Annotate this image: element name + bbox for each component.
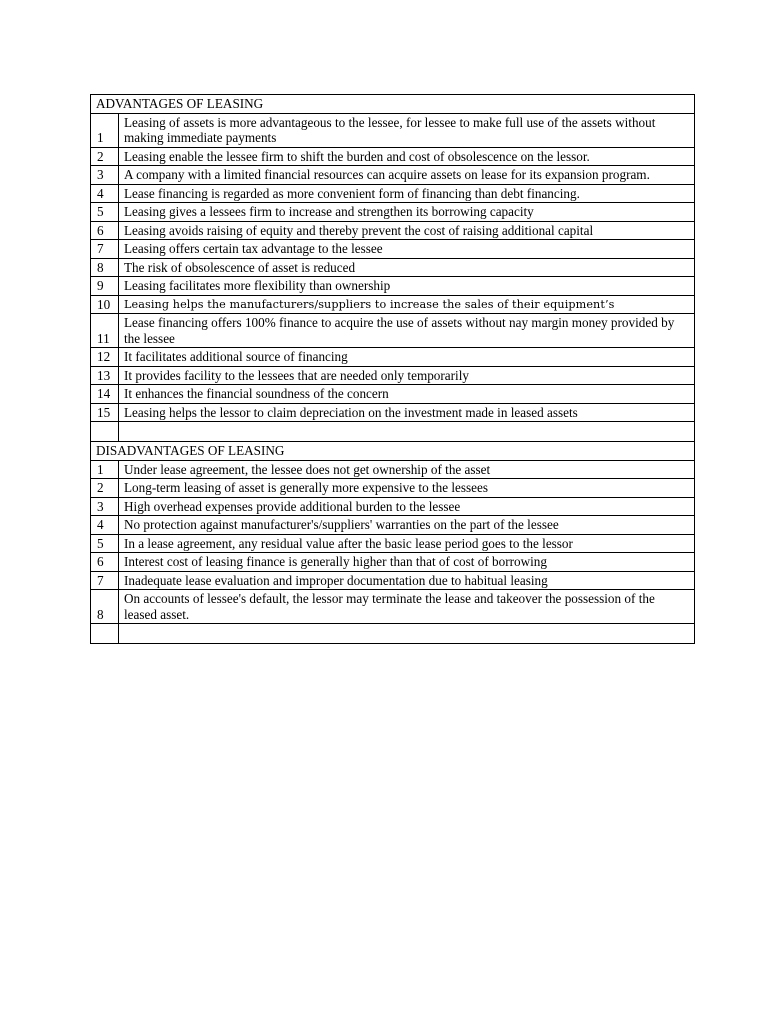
section-header-row <box>91 442 695 461</box>
row-number: 1 <box>91 460 119 479</box>
disadvantages-title: DISADVANTAGES OF LEASING <box>91 442 695 461</box>
blank-cell <box>91 624 119 644</box>
row-number: 7 <box>91 571 119 590</box>
table-row <box>91 184 695 203</box>
row-text: Lease financing offers 100% finance to acquire the use of assets without nay margin money provided by the lessee <box>119 314 695 348</box>
table-row <box>91 113 695 147</box>
row-text: A company with a limited financial resources can acquire assets on lease for its expansion program. <box>119 166 695 185</box>
row-text: The risk of obsolescence of asset is reduced <box>119 258 695 277</box>
row-text: Leasing gives a lessees firm to increase and strengthen its borrowing capacity <box>119 203 695 222</box>
row-number: 6 <box>91 553 119 572</box>
table-row <box>91 403 695 422</box>
table-row <box>91 348 695 367</box>
table-row <box>91 240 695 259</box>
table-row <box>91 534 695 553</box>
row-number: 6 <box>91 221 119 240</box>
row-text: Leasing of assets is more advantageous to the lessee, for lessee to make full use of the assets without making immediate payments <box>119 113 695 147</box>
row-text: It facilitates additional source of financing <box>119 348 695 367</box>
row-number: 2 <box>91 479 119 498</box>
row-number: 12 <box>91 348 119 367</box>
row-number: 15 <box>91 403 119 422</box>
blank-row <box>91 624 695 644</box>
row-number: 3 <box>91 497 119 516</box>
row-text: On accounts of lessee's default, the lessor may terminate the lease and takeover the possession of the leased asset. <box>119 590 695 624</box>
table-row <box>91 460 695 479</box>
row-text: No protection against manufacturer's/suppliers' warranties on the part of the lessee <box>119 516 695 535</box>
row-text: Lease financing is regarded as more convenient form of financing than debt financing. <box>119 184 695 203</box>
row-text: Leasing enable the lessee firm to shift the burden and cost of obsolescence on the lessor. <box>119 147 695 166</box>
row-text: It provides facility to the lessees that are needed only temporarily <box>119 366 695 385</box>
table-row <box>91 366 695 385</box>
table-row <box>91 571 695 590</box>
row-number: 10 <box>91 295 119 314</box>
blank-cell <box>119 624 695 644</box>
row-number: 5 <box>91 534 119 553</box>
row-number: 13 <box>91 366 119 385</box>
row-text: Leasing offers certain tax advantage to the lessee <box>119 240 695 259</box>
row-number: 8 <box>91 258 119 277</box>
row-number: 3 <box>91 166 119 185</box>
row-number: 4 <box>91 516 119 535</box>
table-row <box>91 147 695 166</box>
blank-cell <box>91 422 119 442</box>
row-text: Leasing avoids raising of equity and thereby prevent the cost of raising additional capital <box>119 221 695 240</box>
row-number: 9 <box>91 277 119 296</box>
table-row <box>91 553 695 572</box>
leasing-table <box>90 94 695 644</box>
row-number: 8 <box>91 590 119 624</box>
table-row <box>91 166 695 185</box>
row-number: 7 <box>91 240 119 259</box>
row-text: Leasing facilitates more flexibility than ownership <box>119 277 695 296</box>
table-row <box>91 221 695 240</box>
table-row <box>91 516 695 535</box>
row-number: 11 <box>91 314 119 348</box>
row-text: It enhances the financial soundness of the concern <box>119 385 695 404</box>
row-number: 4 <box>91 184 119 203</box>
blank-row <box>91 422 695 442</box>
advantages-title: ADVANTAGES OF LEASING <box>91 95 695 114</box>
row-text: In a lease agreement, any residual value after the basic lease period goes to the lessor <box>119 534 695 553</box>
table-row <box>91 497 695 516</box>
row-text: High overhead expenses provide additional burden to the lessee <box>119 497 695 516</box>
table-row <box>91 479 695 498</box>
row-text: Under lease agreement, the lessee does not get ownership of the asset <box>119 460 695 479</box>
blank-cell <box>119 422 695 442</box>
row-number: 5 <box>91 203 119 222</box>
row-text: Inadequate lease evaluation and improper documentation due to habitual leasing <box>119 571 695 590</box>
table-row <box>91 277 695 296</box>
table-row <box>91 258 695 277</box>
table-row <box>91 203 695 222</box>
table-row <box>91 590 695 624</box>
row-text: Leasing helps the manufacturers/suppliers to increase the sales of their equipment’s <box>119 295 695 314</box>
table-row <box>91 295 695 314</box>
table-row <box>91 314 695 348</box>
row-number: 1 <box>91 113 119 147</box>
row-number: 2 <box>91 147 119 166</box>
row-text: Interest cost of leasing finance is generally higher than that of cost of borrowing <box>119 553 695 572</box>
row-text: Long-term leasing of asset is generally more expensive to the lessees <box>119 479 695 498</box>
row-number: 14 <box>91 385 119 404</box>
section-header-row <box>91 95 695 114</box>
row-text: Leasing helps the lessor to claim depreciation on the investment made in leased assets <box>119 403 695 422</box>
table-row <box>91 385 695 404</box>
